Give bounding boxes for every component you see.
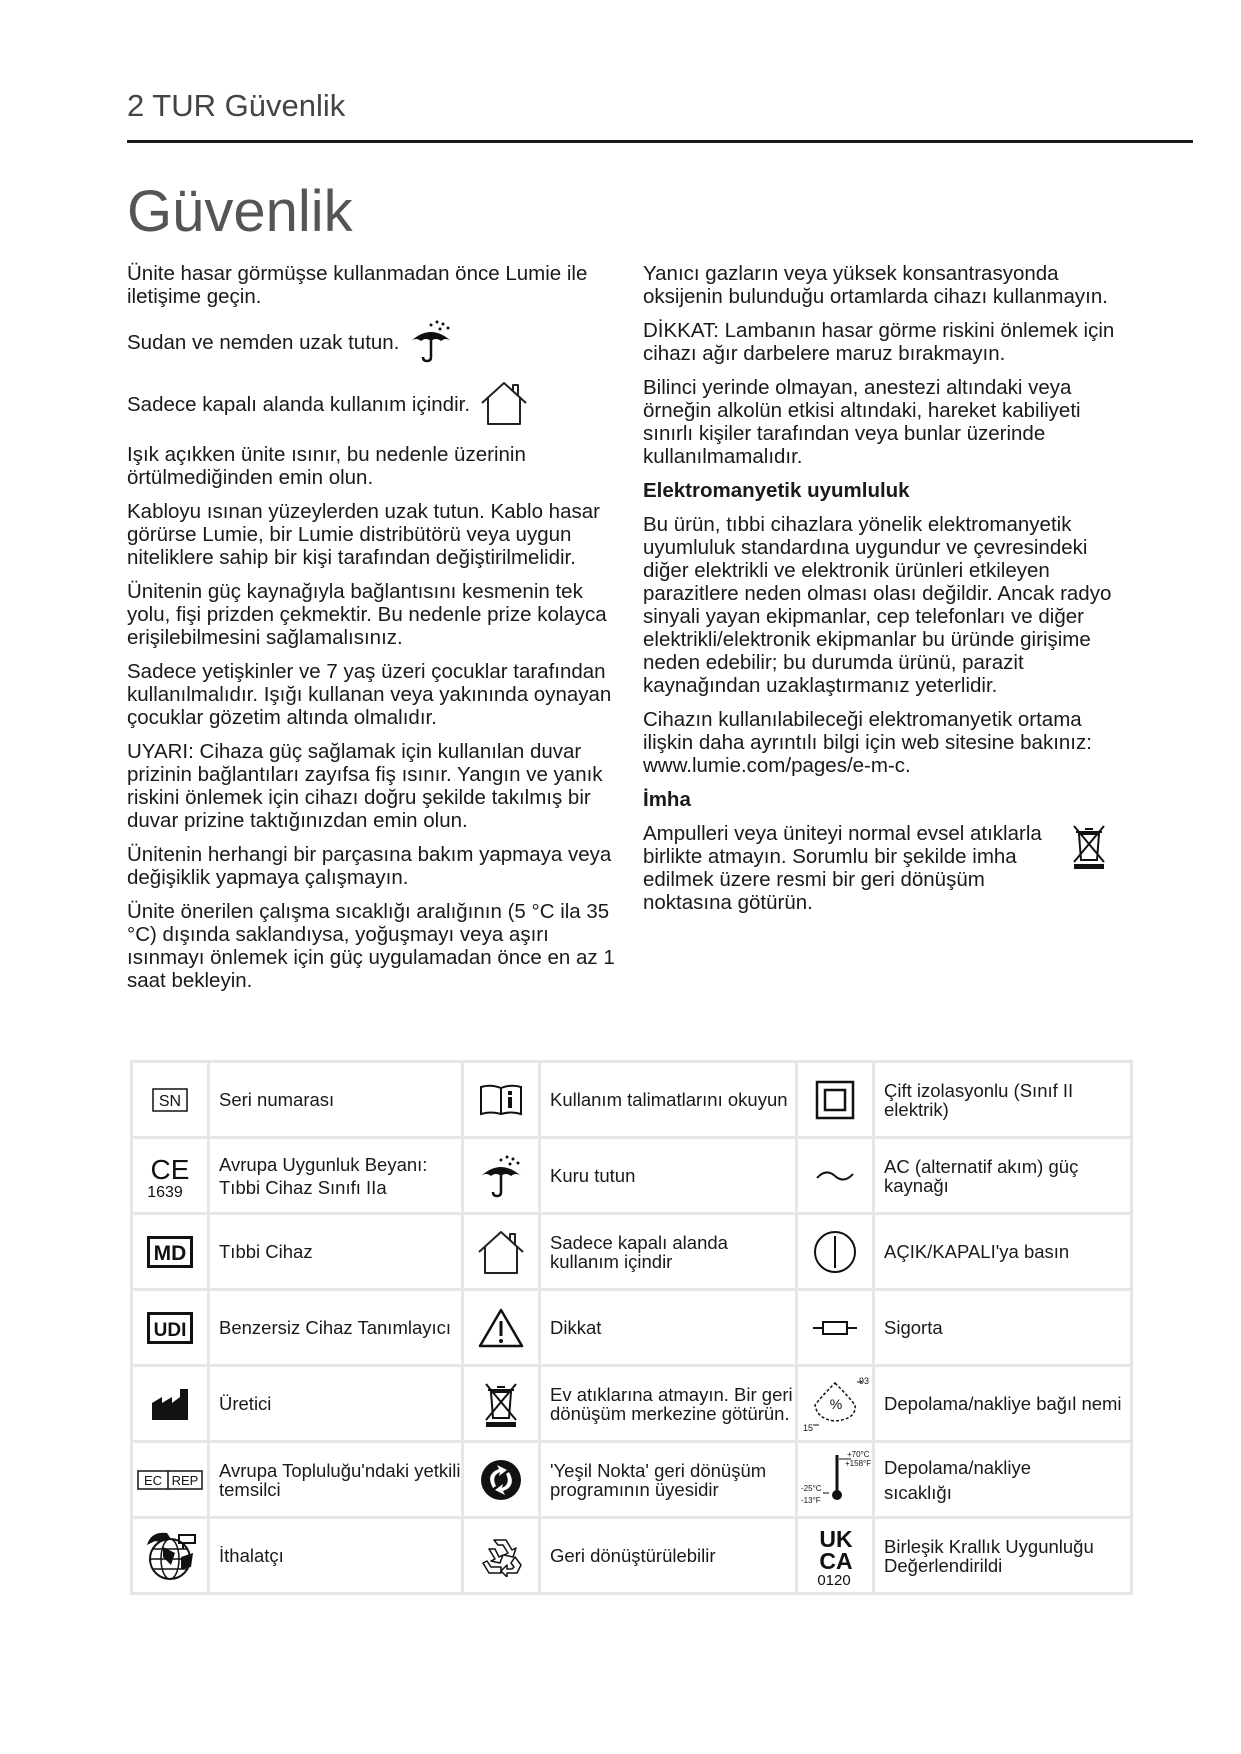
double-insulation-icon	[815, 1080, 855, 1120]
umbrella-icon	[407, 319, 455, 368]
symbol-cell	[797, 1138, 874, 1214]
section-heading: Elektromanyetik uyumluluk	[643, 479, 910, 502]
symbol-label-line: Tıbbi Cihaz Sınıfı IIa	[219, 1176, 387, 1198]
paragraph: Bilinci yerinde olmayan, anestezi altındaki veya örneğin alkolün etkisi altındaki, hareket kabiliyeti sınırlı kişiler tarafından veya bunlar üzerinde kullanılmamalıdır.	[643, 376, 1081, 468]
paragraph: Cihazın kullanılabileceği elektromanyetik ortama ilişkin daha ayrıntılı bilgi için web sitesine bakınız: www.lumie.com/pages/e-m-c.	[643, 708, 1092, 777]
symbol-cell	[132, 1366, 209, 1442]
symbol-label: Avrupa Topluluğu'ndaki yetkili temsilci	[209, 1442, 463, 1518]
paragraph: Yanıcı gazların veya yüksek konsantrasyonda oksijenin bulunduğu ortamlarda cihazı kullanmayın.	[643, 262, 1108, 308]
symbol-cell	[132, 1062, 209, 1138]
table-row	[132, 1062, 1132, 1138]
crossed-bin-icon	[482, 1380, 520, 1428]
left-column	[127, 262, 627, 1003]
warning-triangle-icon	[477, 1307, 525, 1349]
table-row	[132, 1518, 1132, 1594]
green-dot-icon	[479, 1458, 523, 1502]
symbol-label: Depolama/nakliye bağıl nemi	[874, 1366, 1132, 1442]
medical-device-icon	[147, 1236, 193, 1268]
symbol-label	[209, 1138, 463, 1214]
symbol-label: Tıbbi Cihaz	[209, 1214, 463, 1290]
symbol-label: Üretici	[209, 1366, 463, 1442]
symbol-cell	[463, 1518, 540, 1594]
power-icon	[812, 1229, 858, 1275]
symbol-cell	[797, 1062, 874, 1138]
humidity-min: 15	[803, 1422, 814, 1433]
ukca-body-number: 0120	[817, 1571, 851, 1587]
humidity-max: 93	[858, 1375, 869, 1386]
instructions-icon	[479, 1083, 523, 1117]
paragraph: Ünite önerilen çalışma sıcaklığı aralığının (5 °C ila 35 °C) dışında saklandıysa, yoğuşmayı veya aşırı ısınmayı önlemek için güç uygulamadan önce en az 1 saat bekleyin.	[127, 900, 615, 992]
symbol-label-line: Avrupa Uygunluk Beyanı:	[219, 1153, 428, 1175]
symbol-cell	[463, 1214, 540, 1290]
paragraph: Işık açıkken ünite ısınır, bu nedenle üzerinin örtülmediğinden emin olun.	[127, 443, 526, 489]
section-heading: İmha	[643, 788, 691, 811]
table-row	[132, 1366, 1132, 1442]
paragraph-text: Sudan ve nemden uzak tutun.	[127, 330, 400, 354]
ukca-ca-text: CA	[819, 1547, 853, 1574]
ec-text: EC	[143, 1472, 163, 1488]
thermometer-icon	[799, 1449, 871, 1511]
paragraph: DİKKAT: Lambanın hasar görme riskini önlemek için cihazı ağır darbelere maruz bırakmayın.	[643, 319, 1115, 365]
paragraph	[127, 379, 627, 432]
symbol-label: Kullanım talimatlarını okuyun	[540, 1062, 797, 1138]
paragraph: Ünitenin herhangi bir parçasına bakım yapmaya veya değişiklik yapmaya çalışmayın.	[127, 843, 612, 889]
symbol-label: 'Yeşil Nokta' geri dönüşüm programının üyesidir	[540, 1442, 797, 1518]
serial-number-icon	[152, 1088, 188, 1112]
symbol-cell	[797, 1214, 874, 1290]
temp-min-f: -13°F	[801, 1495, 821, 1505]
sn-icon-text: SN	[158, 1092, 182, 1110]
table-row	[132, 1442, 1132, 1518]
paragraph	[643, 822, 1128, 914]
paragraph-text: Ampulleri veya üniteyi normal evsel atıklarla birlikte atmayın. Sorumlu bir şekilde imha edilmek üzere resmi bir geri dönüşüm noktasına götürün.	[643, 822, 1042, 914]
symbol-label: AC (alternatif akım) güç kaynağı	[874, 1138, 1132, 1214]
table-row	[132, 1290, 1132, 1366]
symbol-label: Seri numarası	[209, 1062, 463, 1138]
table-row	[132, 1138, 1132, 1214]
symbol-cell	[463, 1442, 540, 1518]
umbrella-icon	[477, 1152, 525, 1200]
md-icon-text: MD	[153, 1241, 187, 1265]
paragraph	[127, 319, 627, 368]
symbol-cell	[132, 1138, 209, 1214]
ukca-icon	[810, 1525, 860, 1587]
symbol-label: İthalatçı	[209, 1518, 463, 1594]
symbol-cell	[797, 1290, 874, 1366]
symbol-cell	[797, 1366, 874, 1442]
paragraph: Ünitenin güç kaynağıyla bağlantısını kesmenin tek yolu, fişi prizden çekmektir. Bu nedenle prize kolayca erişilebilmesini sağlamalısınız.	[127, 580, 607, 649]
symbol-label: Sigorta	[874, 1290, 1132, 1366]
right-column	[643, 262, 1128, 925]
symbol-label-line: Depolama/nakliye	[884, 1456, 1032, 1478]
factory-icon	[150, 1387, 190, 1421]
temp-max-c: +70°C	[847, 1449, 870, 1459]
symbol-cell	[797, 1518, 874, 1594]
symbol-cell	[463, 1062, 540, 1138]
paragraph: UYARI: Cihaza güç sağlamak için kullanılan duvar prizinin bağlantıları zayıfsa fiş ısınır. Yangın ve yanık riskini önlemek için cihazı doğru şekilde takılmış bir duvar prizine taktığınızdan emin olun.	[127, 740, 603, 832]
ce-icon-text: CE	[150, 1153, 190, 1185]
ce-notified-body-number: 1639	[147, 1183, 183, 1199]
symbol-cell	[797, 1442, 874, 1518]
symbol-label-line: sıcaklığı	[884, 1481, 952, 1503]
ac-wave-icon	[815, 1166, 855, 1186]
importer-icon	[141, 1527, 199, 1585]
temp-max-f: +158°F	[845, 1458, 871, 1468]
symbol-label	[874, 1442, 1132, 1518]
page-header: 2 TUR Güvenlik	[127, 88, 346, 123]
symbol-label: Dikkat	[540, 1290, 797, 1366]
symbol-label: Sadece kapalı alanda kullanım içindir	[540, 1214, 797, 1290]
symbol-label: Birleşik Krallık Uygunluğu Değerlendirildi	[874, 1518, 1132, 1594]
crossed-bin-icon	[1070, 822, 1108, 875]
ec-rep-icon	[137, 1469, 203, 1491]
symbol-label: Kuru tutun	[540, 1138, 797, 1214]
udi-icon	[147, 1312, 193, 1344]
humidity-icon	[799, 1375, 871, 1433]
symbol-cell	[463, 1290, 540, 1366]
symbol-cell	[463, 1138, 540, 1214]
header-rule	[127, 140, 1193, 143]
symbol-cell	[132, 1442, 209, 1518]
fuse-icon	[811, 1318, 859, 1338]
recycle-icon	[479, 1535, 523, 1577]
rep-text: REP	[171, 1472, 199, 1488]
symbol-label: Geri dönüştürülebilir	[540, 1518, 797, 1594]
udi-icon-text: UDI	[153, 1319, 187, 1341]
paragraph: Bu ürün, tıbbi cihazlara yönelik elektromanyetik uyumluluk standardına uygundur ve çevresindeki diğer elektrikli ve elektronik ürünleri etkileyen parazitlere neden olması olası değildir. Ancak radyo sinyali yayan ekipmanlar, cep telefonları ve diğer elektrikli/elektronik ekipmanlar bu üründe girişime neden edebilir; bu durumda ürünü, parazit kaynağından uzaklaştırmanız yeterlidir.	[643, 513, 1112, 697]
ukca-uk-text: UK	[819, 1525, 853, 1552]
ce-mark-icon	[145, 1153, 195, 1199]
paragraph: Sadece yetişkinler ve 7 yaş üzeri çocuklar tarafından kullanılmalıdır. Işığı kullanan veya yakınında oynayan çocuklar gözetim altında olmalıdır.	[127, 660, 612, 729]
symbol-label: Ev atıklarına atmayın. Bir geri dönüşüm merkezine götürün.	[540, 1366, 797, 1442]
house-icon	[475, 1228, 527, 1276]
temp-min-c: -25°C	[801, 1483, 822, 1493]
house-icon	[478, 379, 530, 432]
symbol-label: Benzersiz Cihaz Tanımlayıcı	[209, 1290, 463, 1366]
symbol-label: Çift izolasyonlu (Sınıf II elektrik)	[874, 1062, 1132, 1138]
table-row	[132, 1214, 1132, 1290]
humidity-percent: %	[829, 1395, 843, 1412]
symbol-cell	[463, 1366, 540, 1442]
symbol-cell	[132, 1518, 209, 1594]
paragraph: Kabloyu ısınan yüzeylerden uzak tutun. Kablo hasar görürse Lumie, bir Lumie distribütörü veya uygun niteliklere sahip bir kişi tarafından değiştirilmelidir.	[127, 500, 600, 569]
symbol-table	[130, 1060, 1133, 1595]
symbol-cell	[132, 1214, 209, 1290]
paragraph-text: Sadece kapalı alanda kullanım içindir.	[127, 392, 471, 416]
page-title: Güvenlik	[127, 179, 353, 244]
paragraph: Ünite hasar görmüşse kullanmadan önce Lumie ile iletişime geçin.	[127, 262, 588, 308]
symbol-cell	[132, 1290, 209, 1366]
symbol-label: AÇIK/KAPALI'ya basın	[874, 1214, 1132, 1290]
